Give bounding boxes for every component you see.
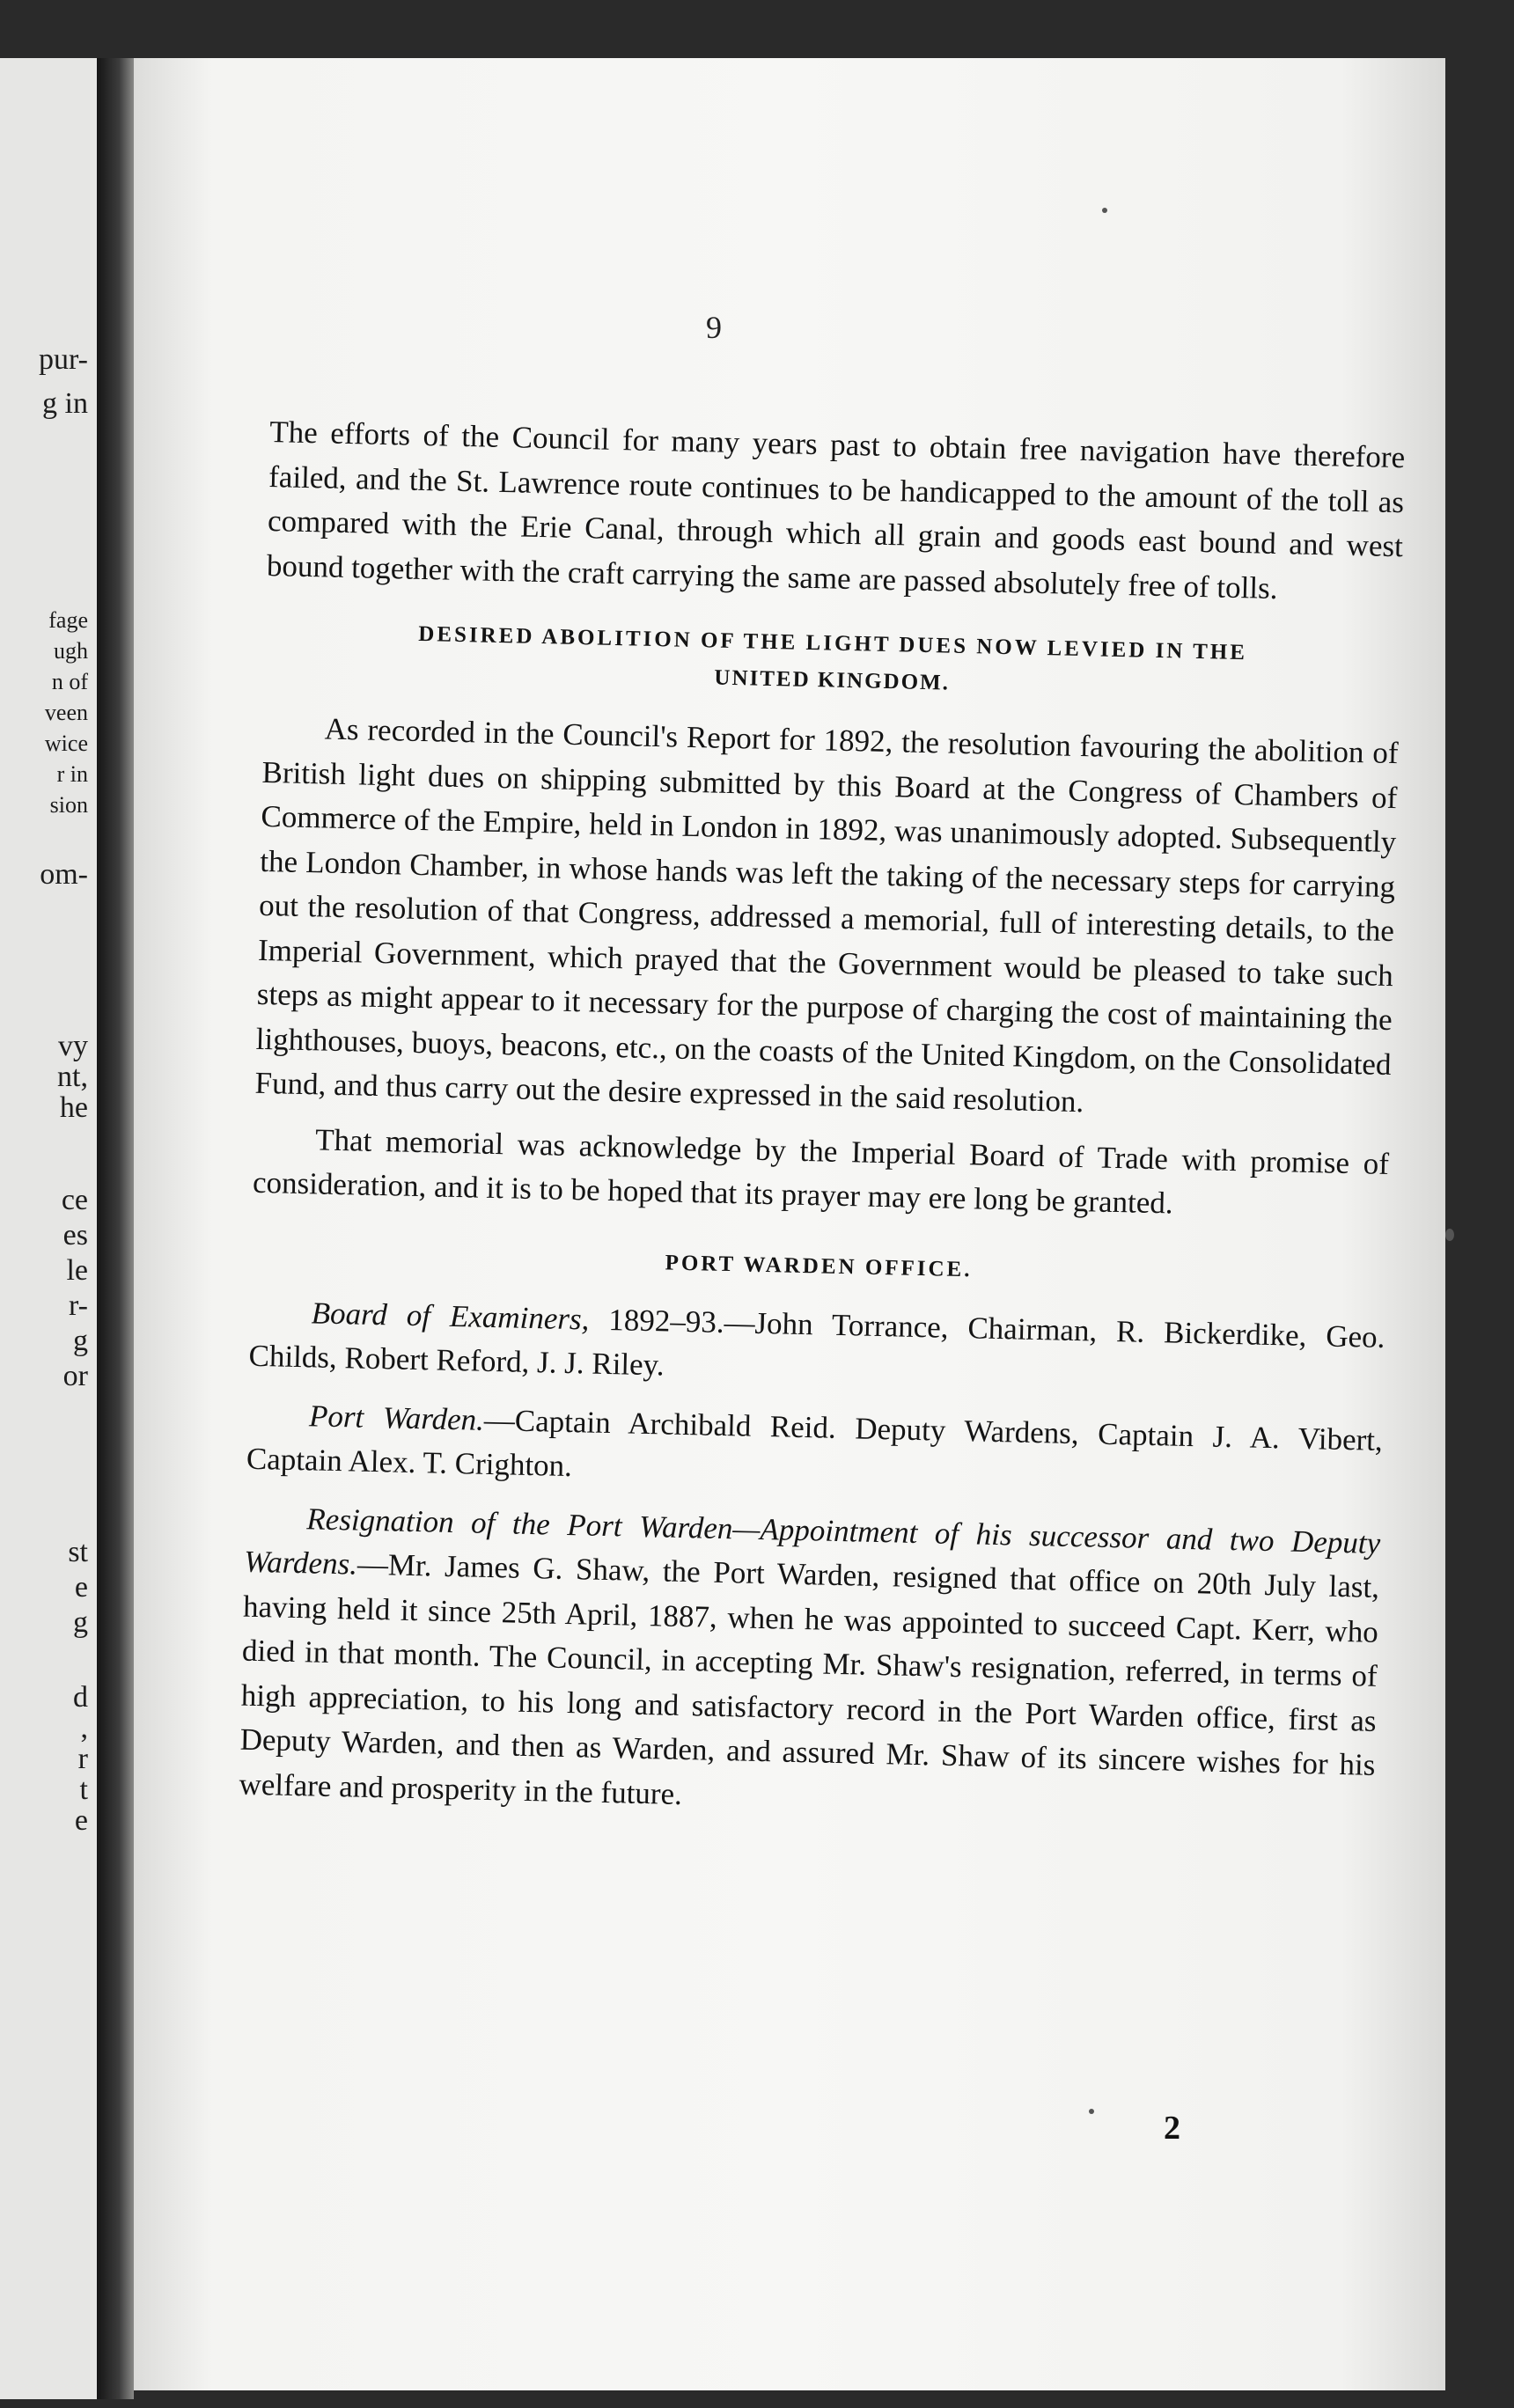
- paragraph-resignation: [239, 1495, 1381, 1832]
- board-of-examiners-text: 1892–93.—John Torrance, Chairman, R. Bickerdike, Geo. Childs, Robert Reford, J. J. Riley.: [248, 1301, 1385, 1383]
- facing-page-fragment: r-: [69, 1289, 88, 1322]
- paragraph-erie-canal: The efforts of the Council for many years past to obtain free navigation have therefore failed, and the St. Lawrence route continues to be handicapped to the amount of the toll as compared with the Erie Canal, through which all grain and goods east bound and west bound together with the craft carrying the same are passed absolutely free of tolls.: [266, 414, 1406, 606]
- facing-page-fragment: g in: [42, 387, 88, 420]
- facing-page-fragment: om-: [40, 858, 88, 891]
- facing-page-fragment: es: [62, 1219, 88, 1252]
- facing-page-fragment: ,: [80, 1712, 88, 1744]
- page-number: 9: [706, 310, 722, 345]
- port-warden-lead: Port Warden.: [308, 1398, 485, 1437]
- facing-page-fragment: d: [73, 1681, 88, 1714]
- section-heading-light-dues: DESIRED ABOLITION OF THE LIGHT DUES NOW LEVIED IN THE: [418, 621, 1248, 665]
- resignation-text: —Mr. James G. Shaw, the Port Warden, resigned that office on 20th July last, having held it since 25th April, 1887, when he was appointed to succeed Capt. Kerr, who died in that month. The Council, in accepting Mr. Shaw's resignation, referred, in terms of high appreciation, to his long and satisfactory record in the Port Warden office, first as Deputy Warden, and then as Warden, and assured Mr. Shaw of its sincere wishes for his welfare and prosperity in the future.: [239, 1546, 1380, 1811]
- facing-page-fragment: fage: [48, 607, 88, 633]
- facing-page-fragment: or: [62, 1360, 88, 1392]
- page-body: [239, 410, 1406, 1832]
- facing-page-fragment: wice: [44, 730, 88, 756]
- paper-speck: [1102, 208, 1107, 213]
- board-of-examiners-lead: Board of Examiners,: [311, 1295, 590, 1336]
- facing-page-fragment: n of: [51, 669, 88, 694]
- facing-page-fragment: sion: [49, 792, 88, 818]
- paragraph-light-dues: As recorded in the Council's Report for 1892, the resolution favouring the abolition of British light dues on shipping submitted by this Board at the Congress of Chambers of Commerce of the Empire, held in London in 1892, was unanimously adopted. Subsequently the London Chamber, in whose hands was left the taking of the necessary steps for carrying out the resolution of that Congress, addressed a memorial, full of interesting details, to the Imperial Government, which prayed that the Government would be pleased to take such steps as might appear to it necessary for the purpose of charging the cost of maintaining the lighthouses, buoys, beacons, etc., on the coasts of the United Kingdom, on the Consolidated Fund, and thus carry out the desire expressed in the said resolution.: [254, 711, 1399, 1120]
- facing-page-fragment: e: [74, 1571, 88, 1604]
- facing-page-fragment: r: [77, 1743, 88, 1775]
- facing-page-fragment: vy: [58, 1030, 88, 1062]
- facing-page-fragment: pur-: [39, 343, 88, 376]
- facing-page-fragment: ugh: [54, 638, 88, 664]
- facing-page-fragment: g: [73, 1606, 88, 1639]
- facing-page-fragment: nt,: [57, 1061, 88, 1093]
- port-warden-text: —Captain Archibald Reid. Deputy Wardens, Captain J. A. Vibert, Captain Alex. T. Crighton.: [246, 1402, 1384, 1484]
- facing-page-fragment: he: [59, 1091, 88, 1124]
- section-heading-light-dues-cont: UNITED KINGDOM.: [714, 665, 951, 695]
- section-heading-port-warden: PORT WARDEN OFFICE.: [665, 1250, 973, 1281]
- facing-page-fragment: ce: [61, 1184, 88, 1216]
- facing-page-fragment: le: [66, 1254, 88, 1287]
- facing-page-fragment: r in: [56, 761, 88, 787]
- facing-page: [0, 58, 97, 2399]
- paper-speck: [1445, 1229, 1454, 1241]
- book-gutter: [97, 58, 134, 2399]
- facing-page-fragment: t: [79, 1773, 88, 1806]
- signature-mark: 2: [1164, 2110, 1180, 2147]
- resignation-lead: Resignation of the Port Warden—Appointment of his successor and two Deputy Wardens.: [243, 1501, 1381, 1582]
- facing-page-fragment: e: [74, 1804, 88, 1837]
- facing-page-fragment: st: [68, 1536, 88, 1568]
- paper-speck: [1089, 2109, 1094, 2114]
- facing-page-fragment: veen: [44, 700, 88, 725]
- facing-page-fragment: g: [73, 1325, 88, 1357]
- paragraph-memorial: That memorial was acknowledge by the Imperial Board of Trade with promise of consideration, and it is to be hoped that its prayer may ere long be granted.: [252, 1121, 1390, 1221]
- book-page: [134, 58, 1445, 2390]
